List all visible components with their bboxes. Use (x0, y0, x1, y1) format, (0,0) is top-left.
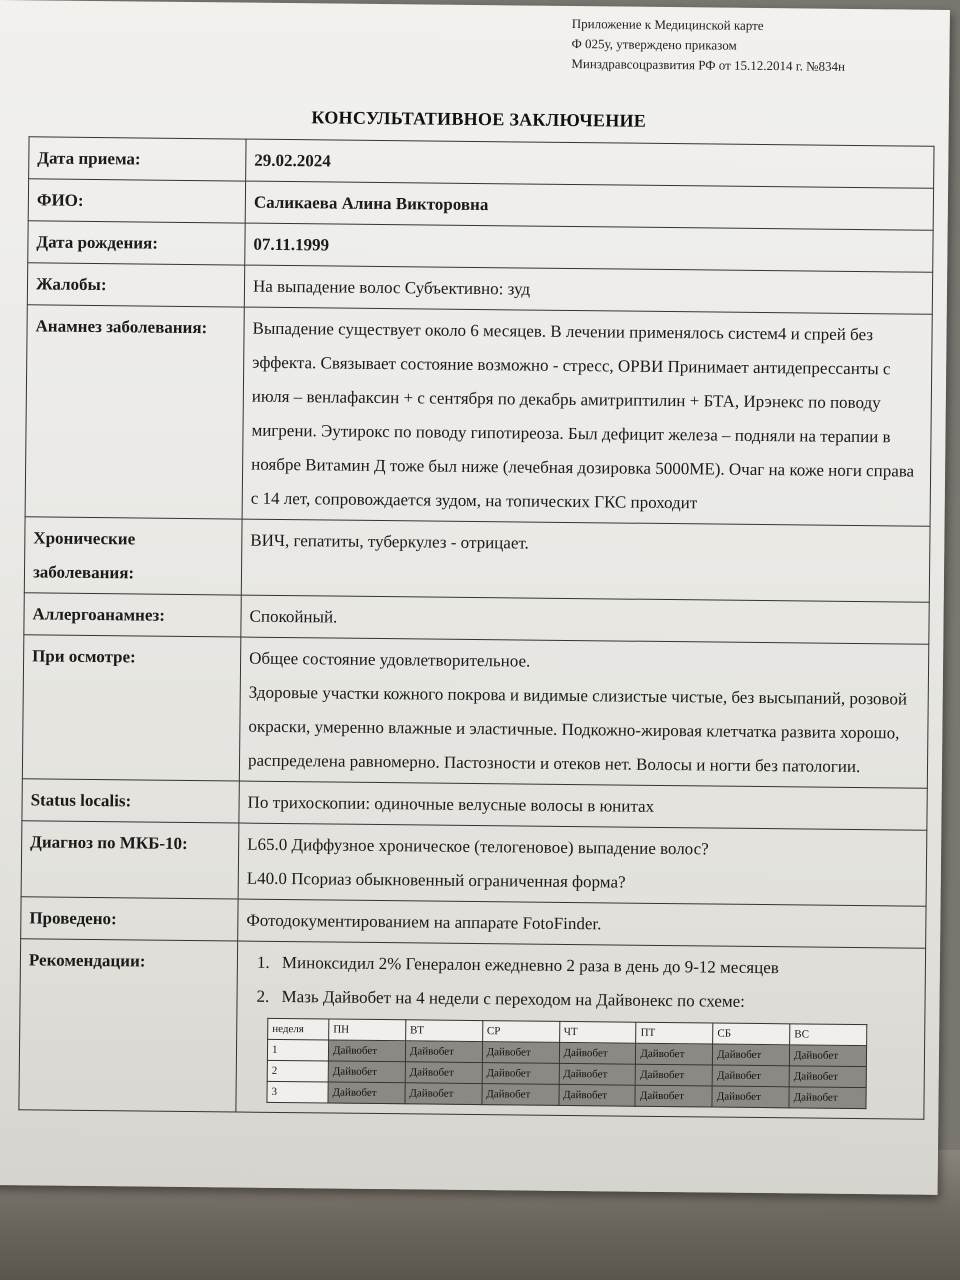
schedule-week-number: 1 (267, 1039, 328, 1061)
schedule-week-number: 2 (267, 1060, 328, 1082)
schedule-cell: Дайвобет (636, 1064, 713, 1086)
done-label: Проведено: (21, 897, 238, 941)
birth-date-value: 07.11.1999 (245, 223, 933, 272)
visit-date-value: 29.02.2024 (246, 139, 934, 188)
exam-skin-description: Здоровые участки кожного покрова и видимые слизистые чистые, без высыпаний, розовой окраски, умеренно влажные и эластичные. Подкожно-жировая клетчатка развита хорошо, распределена равномерно. Пастозности и отеков нет. Волосы и ногти без патологии. (247, 682, 908, 777)
row-chronic (24, 517, 930, 602)
schedule-cell: Дайвобет (713, 1044, 790, 1066)
exam-general-state: Общее состояние удовлетворительное. (249, 648, 531, 671)
diagnosis-label: Диагноз по МКБ-10: (21, 821, 239, 899)
diagnosis-value (238, 823, 927, 906)
schedule-cell: Дайвобет (328, 1040, 405, 1062)
schedule-cell: Дайвобет (328, 1061, 405, 1083)
schedule-day-header: СР (482, 1021, 559, 1043)
diagnosis-line: L40.0 Псориаз обыкновенный ограниченная форма? (246, 868, 626, 892)
birth-date-label: Дата рождения: (28, 221, 245, 265)
recommendations-value (236, 941, 926, 1119)
schedule-day-header: ВС (790, 1024, 867, 1046)
row-recommendations (19, 939, 926, 1119)
anamnesis-value: Выпадение существует около 6 месяцев. В лечении применялось систем4 и спрей без эффекта. Связывает состояние возможно - стресс, ОРВИ Принимает антидепрессанты с июля – венлафаксин + с сентября по декабрь амитриптилин + БТА, Ирэнекс по поводу мигрени. Эутирокс по поводу гипотиреоза. Был дефицит железа – подняли на терапии в ноябре Витамин Д тоже был ниже (лечебная дозировка 5000МЕ). Очаг на коже ноги справа с 14 лет, сопровождается зудом, на топических ГКС проходит (242, 307, 932, 526)
schedule-cell: Дайвобет (635, 1085, 712, 1107)
allergy-label: Аллергоанамнез: (24, 593, 241, 637)
schedule-cell: Дайвобет (559, 1042, 636, 1064)
recommendation-item: 2. Мазь Дайвобет на 4 недели с переходом на Дайвонекс по схеме: (273, 980, 916, 1021)
recommendation-item: 1. Миноксидил 2% Генералон ежедневно 2 раза в день до 9-12 месяцев (274, 946, 917, 987)
recommendations-label: Рекомендации: (19, 939, 238, 1112)
consultation-table (18, 136, 934, 1119)
exam-value (239, 637, 928, 788)
diagnosis-line: L65.0 Диффузное хроническое (телогеновое) выпадение волос? (247, 834, 709, 859)
schedule-day-header: ПТ (636, 1022, 713, 1044)
order-reference-line: Минздравсоцразвития РФ от 15.12.2014 г. №834н (571, 55, 846, 74)
schedule-cell: Дайвобет (558, 1084, 635, 1106)
recommendations-list (245, 946, 917, 1021)
chronic-label: Хронические заболевания: (24, 517, 242, 595)
anamnesis-label: Анамнез заболевания: (25, 305, 244, 519)
allergy-value: Спокойный. (241, 595, 929, 644)
schedule-cell: Дайвобет (405, 1041, 482, 1063)
schedule-day-header: ВТ (405, 1020, 482, 1042)
done-value: Фотодокументированием на аппарате FotoFinder. (238, 899, 926, 948)
row-diagnosis (21, 821, 927, 906)
schedule-day-header: СБ (713, 1023, 790, 1045)
order-reference-line: Ф 025у, утверждено приказом (571, 35, 737, 53)
status-localis-label: Status localis: (22, 779, 239, 823)
schedule-cell: Дайвобет (482, 1042, 559, 1064)
order-reference-line: Приложение к Медицинской карте (571, 15, 764, 33)
row-exam (22, 635, 928, 788)
complaints-label: Жалобы: (27, 263, 244, 307)
schedule-day-header: ПН (329, 1019, 406, 1041)
complaints-value: На выпадение волос Субъективно: зуд (244, 265, 932, 314)
schedule-cell: Дайвобет (789, 1087, 866, 1109)
schedule-cell: Дайвобет (559, 1063, 636, 1085)
schedule-day-header: ЧТ (559, 1021, 636, 1043)
schedule-cell: Дайвобет (712, 1086, 789, 1108)
schedule-cell: Дайвобет (789, 1066, 866, 1088)
exam-label: При осмотре: (22, 635, 240, 781)
document-title: КОНСУЛЬТАТИВНОЕ ЗАКЛЮЧЕНИЕ (311, 107, 647, 131)
treatment-schedule-table (266, 1018, 867, 1109)
name-label: ФИО: (28, 179, 245, 223)
schedule-cell: Дайвобет (405, 1062, 482, 1084)
status-localis-value: По трихоскопии: одиночные велусные волосы в юнитах (239, 781, 927, 830)
schedule-cell: Дайвобет (482, 1063, 559, 1085)
schedule-cell: Дайвобет (328, 1082, 405, 1104)
schedule-cell: Дайвобет (712, 1065, 789, 1087)
name-value: Саликаева Алина Викторовна (245, 181, 933, 230)
schedule-week-number: 3 (267, 1081, 328, 1103)
schedule-cell: Дайвобет (482, 1084, 559, 1106)
row-anamnesis (25, 305, 932, 526)
schedule-cell: Дайвобет (636, 1043, 713, 1065)
schedule-cell: Дайвобет (405, 1083, 482, 1105)
schedule-cell: Дайвобет (789, 1045, 866, 1067)
schedule-week-header: неделя (268, 1018, 329, 1040)
chronic-value: ВИЧ, гепатиты, туберкулез - отрицает. (241, 519, 930, 602)
order-reference-note (571, 14, 932, 78)
visit-date-label: Дата приема: (29, 137, 246, 181)
